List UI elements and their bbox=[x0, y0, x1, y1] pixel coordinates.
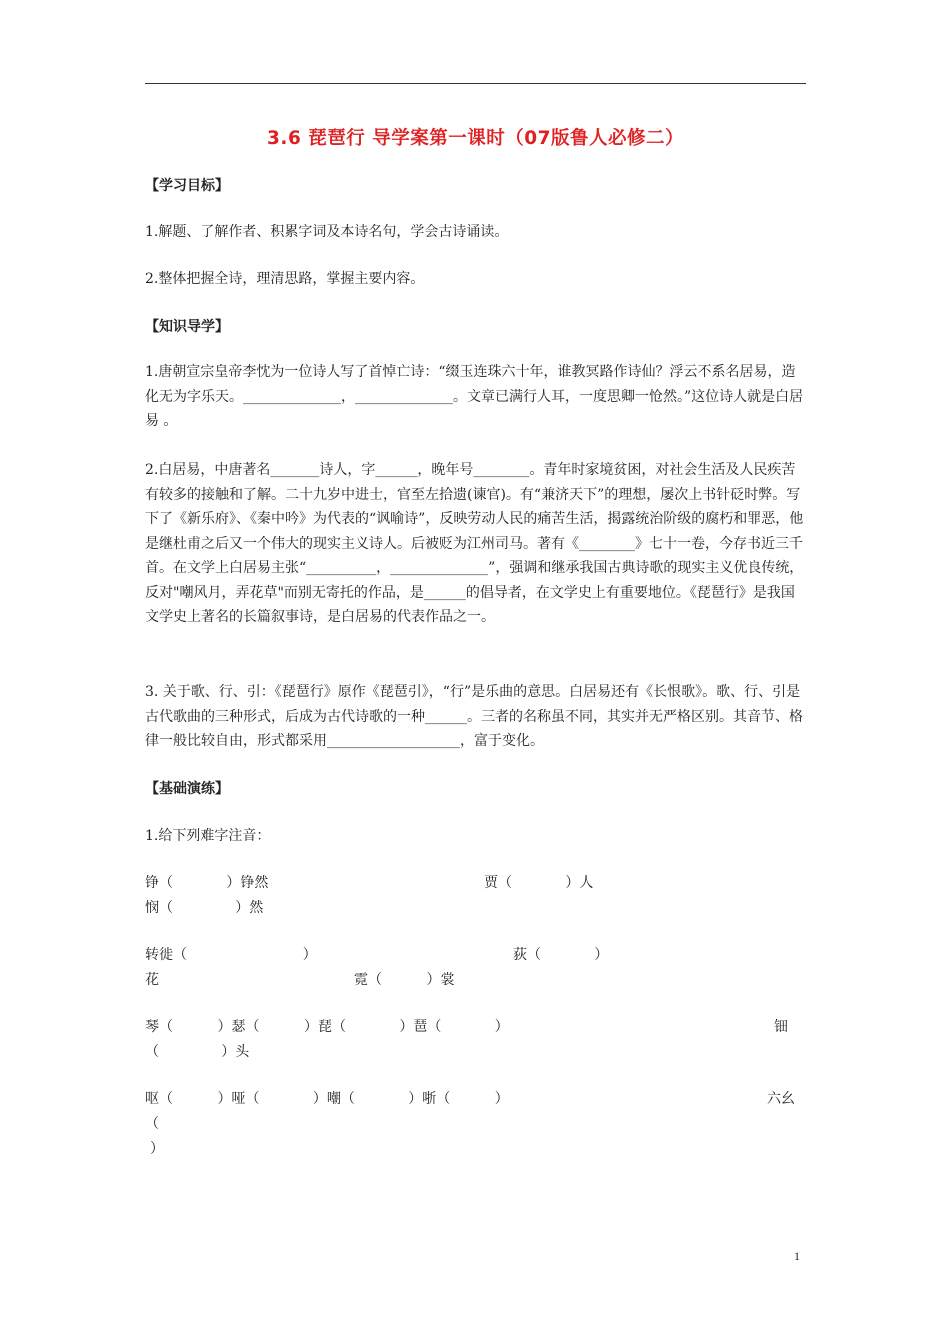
practice-item-1: 1.给下列难字注音： bbox=[145, 828, 271, 844]
heading-learning-goals: 【学习目标】 bbox=[145, 178, 229, 194]
pinyin-row-1c: 悯（ ）然 bbox=[145, 900, 264, 916]
pinyin-row-4b: 六幺 bbox=[767, 1091, 795, 1107]
pinyin-row-2b: 荻（ ） bbox=[513, 947, 609, 963]
pinyin-row-1a: 铮（ ）铮然 bbox=[145, 875, 269, 891]
knowledge-item-3: 3. 关于歌、行、引：《琵琶行》原作《琵琶引》，“行”是乐曲的意思。白居易还有《长恨歌》。歌、行、引是古代歌曲的三种形式，后成为古代诗歌的一种______。三者的名称虽不同，其实并无严格区别。其音节、格律一般比较自由，形式都采用___________________，富于变化。 bbox=[145, 684, 803, 749]
goal-item-1: 1.解题、了解作者、积累字词及本诗名句，学会古诗诵读。 bbox=[145, 224, 509, 240]
knowledge-item-1: 1.唐朝宣宗皇帝李忱为一位诗人写了首悼亡诗：“缀玉连珠六十年，谁教冥路作诗仙？浮云不系名居易，造化无为字乐天。______________，______________。文章已满行人耳，一度思卿一怆然。”这位诗人就是白居易 。 bbox=[145, 364, 804, 429]
pinyin-row-1b: 贾（ ）人 bbox=[484, 875, 594, 891]
pinyin-row-3b: 钿 bbox=[774, 1019, 788, 1035]
heading-basic-practice: 【基础演练】 bbox=[145, 781, 229, 797]
pinyin-row-4d: ） bbox=[150, 1141, 164, 1157]
goal-item-2: 2.整体把握全诗，理清思路，掌握主要内容。 bbox=[145, 271, 425, 287]
pinyin-row-2d: 霓（ ）裳 bbox=[354, 972, 455, 988]
heading-knowledge-guide: 【知识导学】 bbox=[145, 319, 229, 335]
pinyin-row-2c: 花 bbox=[145, 972, 159, 988]
pinyin-row-4a: 呕（ ）哑（ ）嘲（ ）哳（ ） bbox=[145, 1091, 509, 1107]
document-title: 3.6 琵琶行 导学案第一课时（07版鲁人必修二） bbox=[267, 128, 684, 149]
pinyin-row-3a: 琴（ ）瑟（ ）琵（ ）琶（ ） bbox=[145, 1019, 509, 1035]
pinyin-row-3c: （ ）头 bbox=[145, 1044, 250, 1060]
header-rule bbox=[145, 83, 806, 84]
pinyin-row-2a: 转徙（ ） bbox=[145, 947, 317, 963]
page-number: 1 bbox=[794, 1249, 800, 1263]
pinyin-row-4c: （ bbox=[145, 1116, 159, 1132]
knowledge-item-2: 2.白居易，中唐著名_______诗人，字______，晚年号________。青年时家境贫困，对社会生活及人民疾苦有较多的接触和了解。二十九岁中进士，官至左拾遗(谏官)。有“兼济天下”的理想，屡次上书针砭时弊。写下了《新乐府》、《秦中吟》为代表的“讽喻诗”，反映劳动人民的痛苦生活，揭露统治阶级的腐朽和罪恶，他是继杜甫之后又一个伟大的现实主义诗人。后被贬为江州司马。著有《________》七十一卷，今存书近三千首。在文学上白居易主张“__________，______________”，强调和继承我国古典诗歌的现实主义优良传统，反对"嘲风月，弄花草"而别无寄托的作品，是______的倡导者，在文学史上有重要地位。《琵琶行》是我国文学史上著名的长篇叙事诗，是白居易的代表作品之一。 bbox=[145, 462, 804, 625]
